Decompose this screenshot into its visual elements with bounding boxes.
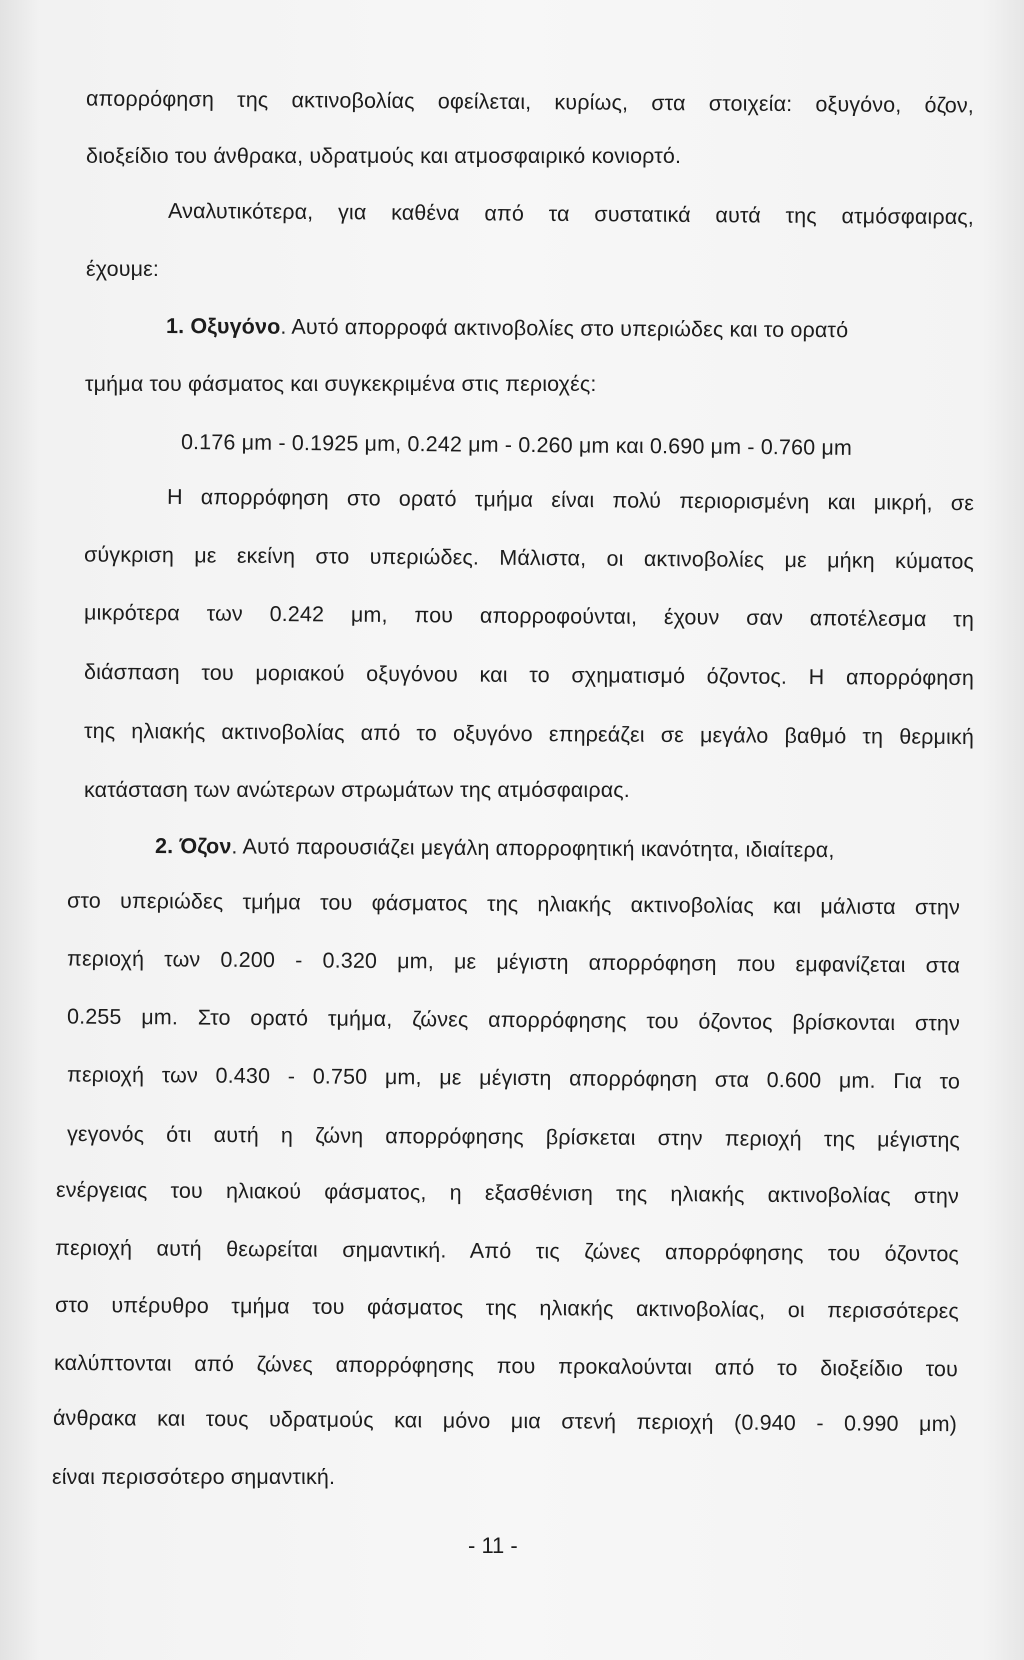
text-line: έχουμε: bbox=[86, 257, 160, 281]
text-line: τμήμα του φάσματος και συγκεκριμένα στις περιοχές: bbox=[85, 372, 597, 396]
text-line: περιοχή των 0.430 - 0.750 μm, με μέγιστη απορρόφηση στα 0.600 μm. Για το bbox=[66, 1062, 961, 1094]
text-line: της ηλιακής ακτινοβολίας από το οξυγόνο επηρεάζει σε μεγάλο βαθμό τη θερμική bbox=[83, 718, 975, 750]
text-line: διάσπαση του μοριακού οξυγόνου και το σχηματισμό όζοντος. Η απορρόφηση bbox=[83, 659, 975, 691]
section-heading-oxygen: 1. Οξυγόνο bbox=[165, 314, 281, 339]
text-line: διοξείδιο του άνθρακα, υδρατμούς και ατμοσφαιρικό κονιορτό. bbox=[86, 144, 682, 168]
text-line: στο υπεριώδες τμήμα του φάσματος της ηλιακής ακτινοβολίας και μάλιστα στην bbox=[66, 888, 961, 920]
text-line: 0.255 μm. Στο ορατό τμήμα, ζώνες απορρόφησης του όζοντος βρίσκονται στην bbox=[66, 1004, 961, 1036]
text-line: είναι περισσότερο σημαντική. bbox=[52, 1465, 336, 1489]
section-heading-rest: . Αυτό απορροφά ακτινοβολίες στο υπεριώδες και το ορατό bbox=[280, 314, 849, 343]
text-line: Αναλυτικότερα, για καθένα από τα συστατικά αυτά της ατμόσφαιρας, bbox=[167, 198, 975, 230]
text-line: γεγονός ότι αυτή η ζώνη απορρόφησης βρίσκεται στην περιοχή της μέγιστης bbox=[66, 1121, 961, 1153]
text-line: κατάσταση των ανώτερων στρωμάτων της ατμόσφαιρας. bbox=[84, 778, 630, 802]
text-line: απορρόφηση της ακτινοβολίας οφείλεται, κυρίως, στα στοιχεία: οξυγόνο, όζον, bbox=[85, 86, 975, 118]
text-line: μικρότερα των 0.242 μm, που απορροφούνται, έχουν σαν αποτέλεσμα τη bbox=[83, 600, 975, 632]
page-number: - 11 - bbox=[468, 1533, 518, 1558]
section-heading-rest: . Αυτό παρουσιάζει μεγάλη απορροφητική ικανότητα, ιδιαίτερα, bbox=[231, 834, 835, 863]
text-line: καλύπτονται από ζώνες απορρόφησης που προκαλούνται από το διοξείδιο του bbox=[53, 1350, 959, 1382]
section-heading-ozone: 2. Όζον bbox=[154, 834, 232, 859]
text-line: περιοχή των 0.200 - 0.320 μm, με μέγιστη απορρόφηση που εμφανίζεται στα bbox=[66, 946, 961, 978]
section-heading-line bbox=[155, 836, 835, 862]
text-line: σύγκριση με εκείνη στο υπεριώδες. Μάλιστα, οι ακτινοβολίες με μήκη κύματος bbox=[83, 542, 975, 574]
text-line: περιοχή αυτή θεωρείται σημαντική. Από τις ζώνες απορρόφησης του όζοντος bbox=[54, 1235, 960, 1267]
text-line: άνθρακα και τους υδρατμούς και μόνο μια στενή περιοχή (0.940 - 0.990 μm) bbox=[52, 1405, 958, 1437]
text-line: Η απορρόφηση στο ορατό τμήμα είναι πολύ περιορισμένη και μικρή, σε bbox=[166, 484, 975, 516]
section-heading-line bbox=[166, 316, 848, 342]
wavelength-ranges-line: 0.176 μm - 0.1925 μm, 0.242 μm - 0.260 μm και 0.690 μm - 0.760 μm bbox=[180, 430, 853, 460]
text-line: στο υπέρυθρο τμήμα του φάσματος της ηλιακής ακτινοβολίας, οι περισσότερες bbox=[54, 1292, 960, 1324]
text-line: ενέργειας του ηλιακού φάσματος, η εξασθένιση της ηλιακής ακτινοβολίας στην bbox=[55, 1177, 960, 1209]
